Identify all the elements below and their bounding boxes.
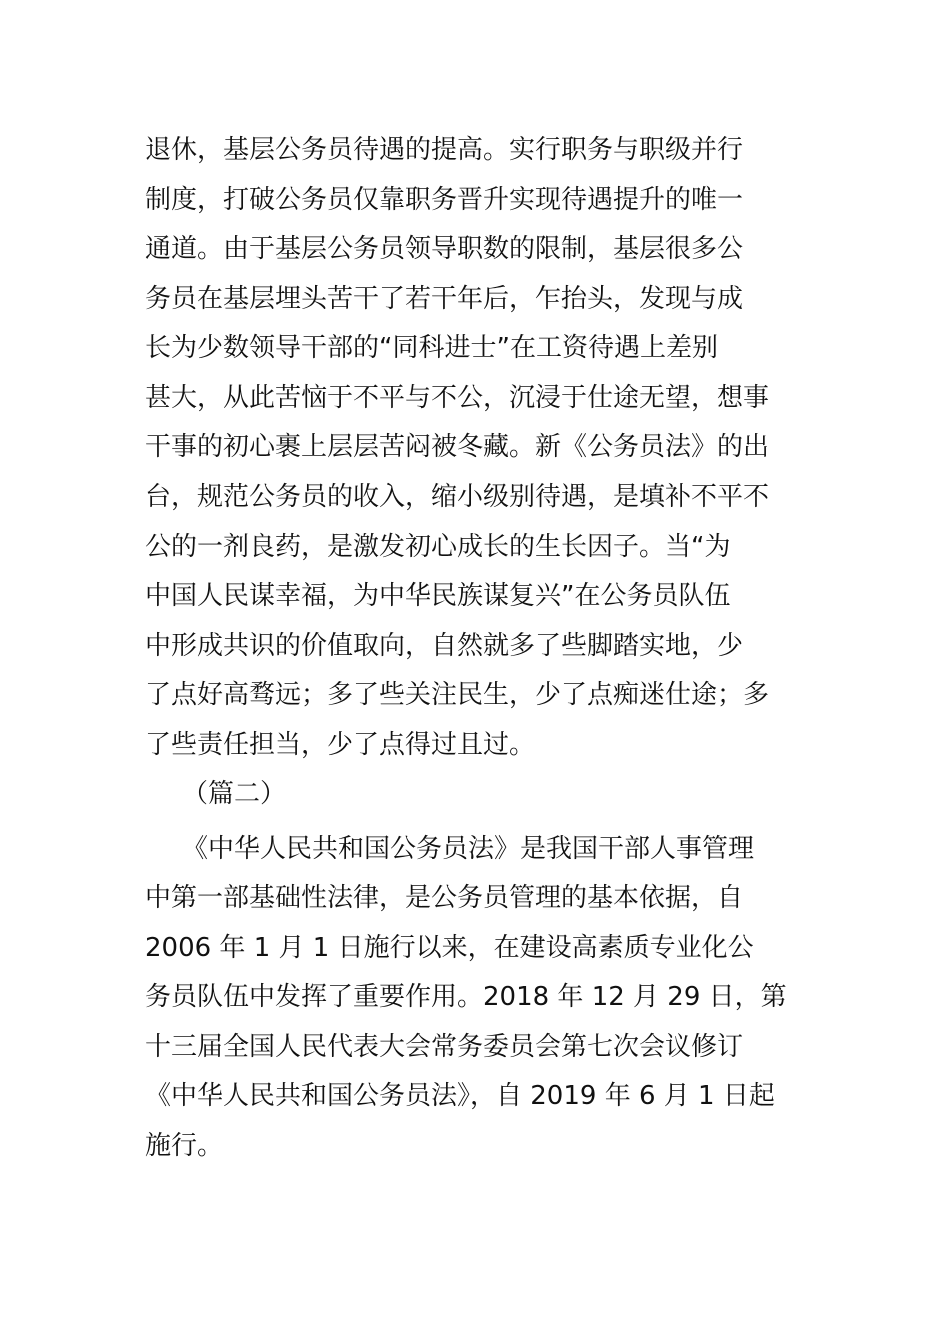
text-line-9: 公的一剂良药，是激发初心成长的生长因子。当“为 [145,532,731,562]
text-line-20: 《中华人民共和国公务员法》，自 2019 年 6 月 1 日起 [145,1081,775,1111]
text-line-8: 台，规范公务员的收入，缩小级别待遇，是填补不平不 [145,482,770,512]
text-line-10: 中国人民谋幸福，为中华民族谋复兴”在公务员队伍 [145,581,731,611]
text-line-7: 干事的初心裹上层层苦闷被冬藏。新《公务员法》的出 [145,432,770,462]
text-line-11: 中形成共识的价值取向，自然就多了些脚踏实地，少 [145,631,744,661]
text-line-6: 甚大，从此苦恼于不平与不公，沉浸于仕途无望，想事 [145,383,770,413]
section-heading: （篇二） [182,779,287,809]
text-line-15: 《中华人民共和国公务员法》是我国干部人事管理 [182,834,755,864]
text-line-13: 了些责任担当，少了点得过且过。 [145,730,536,760]
text-line-19: 十三届全国人民代表大会常务委员会第七次会议修订 [145,1032,744,1062]
text-line-3: 通道。由于基层公务员领导职数的限制，基层很多公 [145,234,744,264]
text-line-12: 了点好高骛远；多了些关注民生，少了点痴迷仕途；多 [145,680,770,710]
text-line-1: 退休，基层公务员待遇的提高。实行职务与职级并行 [145,135,744,165]
text-line-17: 2006 年 1 月 1 日施行以来，在建设高素质专业化公 [145,933,754,963]
text-line-4: 务员在基层埋头苦干了若干年后，乍抬头，发现与成 [145,284,744,314]
text-line-21: 施行。 [145,1131,224,1161]
text-line-16: 中第一部基础性法律，是公务员管理的基本依据，自 [145,883,744,913]
text-line-5: 长为少数领导干部的“同科进士”在工资待遇上差别 [145,333,718,363]
text-line-18: 务员队伍中发挥了重要作用。2018 年 12 月 29 日，第 [145,982,787,1012]
text-line-2: 制度，打破公务员仅靠职务晋升实现待遇提升的唯一 [145,185,744,215]
